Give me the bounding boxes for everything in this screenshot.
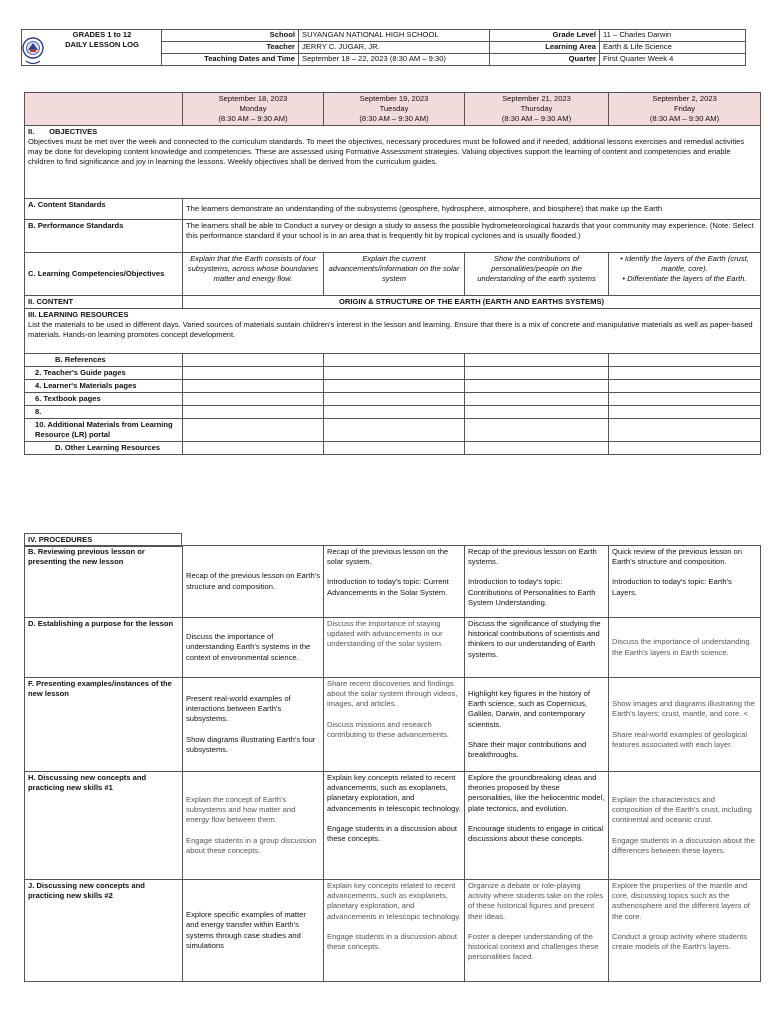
competency-cell: Show the contributions of personalities/people on the understanding of the earth systems bbox=[465, 253, 609, 296]
procedure-cell: Show images and diagrams illustrating the Earth's layers: crust, mantle, and core. < Share real-world examples of geological features associated with each layer. bbox=[609, 678, 761, 772]
procedure-cell: Discuss the importance of staying updated with advancements in our understanding of the solar system. bbox=[324, 618, 465, 678]
resource-cell bbox=[465, 380, 609, 393]
log-title: DAILY LESSON LOG bbox=[65, 40, 139, 49]
procedure-cell: Present real-world examples of interactions between Earth's subsystems. Show diagrams illustrating Earth's four subsystems. bbox=[183, 678, 324, 772]
resource-cell bbox=[183, 419, 324, 442]
resource-cell bbox=[324, 406, 465, 419]
competency-cell: Explain the current advancements/information on the solar system bbox=[324, 253, 465, 296]
day-header: September 2, 2023 Friday (8:30 AM – 9:30 AM) bbox=[609, 93, 761, 126]
header-title-cell bbox=[22, 30, 162, 66]
resources-heading: III. LEARNING RESOURCES bbox=[28, 310, 129, 319]
resource-label: 10. Additional Materials from Learning Resource (LR) portal bbox=[25, 419, 183, 442]
resource-label: 4. Learner's Materials pages bbox=[25, 380, 183, 393]
resource-cell bbox=[324, 419, 465, 442]
resource-row bbox=[25, 367, 761, 380]
resource-cell bbox=[324, 367, 465, 380]
procedure-cell: Explore the groundbreaking ideas and theories proposed by these personalities, like the heliocentric model, plate tectonics, and evolution. Encourage students to engage in critical discussions about these concepts. bbox=[465, 772, 609, 880]
procedure-cell: Explain the characteristics and composition of the Earth's crust, including continental and oceanic crust. Engage students in a discussion about the differences between these layers. bbox=[609, 772, 761, 880]
dates-label: Teaching Dates and Time bbox=[162, 54, 299, 66]
procedure-cell: Explain key concepts related to recent advancements, such as exoplanets, planetary exploration, and advancements in telescopic technology. Engage students in a discussion about these concepts. bbox=[324, 880, 465, 982]
resource-cell bbox=[465, 367, 609, 380]
quarter-value: First Quarter Week 4 bbox=[600, 54, 746, 66]
content-standards-row bbox=[25, 199, 761, 220]
procedure-cell: Recap of the previous lesson on the solar system. Introduction to today's topic: Current Advancements in the Solar System. bbox=[324, 546, 465, 618]
resource-label: 6. Textbook pages bbox=[25, 393, 183, 406]
resource-label: 8. bbox=[25, 406, 183, 419]
competency-cell: Explain that the Earth consists of four subsystems, across whose boundaries matter and energy flow. bbox=[183, 253, 324, 296]
procedure-label: F. Presenting examples/instances of the new lesson bbox=[25, 678, 183, 772]
procedure-cell: Quick review of the previous lesson on Earth's structure and composition. Introduction to today's topic: Earth's Layers. bbox=[609, 546, 761, 618]
day-header: September 21, 2023 Thursday (8:30 AM – 9:30 AM) bbox=[465, 93, 609, 126]
procedure-row bbox=[25, 546, 761, 618]
grade-level-label: Grade Level bbox=[490, 30, 600, 42]
resource-cell bbox=[183, 354, 324, 367]
procedure-row bbox=[25, 772, 761, 880]
procedure-cell: Organize a debate or role-playing activity where students take on the roles of these historical figures and present their ideas. Foster a deeper understanding of the historical context and challenges these personalities faced. bbox=[465, 880, 609, 982]
procedure-cell: Highlight key figures in the history of Earth science, such as Copernicus, Galileo, Darwin, and contemporary scientists. Share their major contributions and breakthroughs. bbox=[465, 678, 609, 772]
procedure-label: B. Reviewing previous lesson or presenting the new lesson bbox=[25, 546, 183, 618]
objectives-text: Objectives must be met over the week and connected to the curriculum standards. To meet the objectives, necessary procedures must be followed and if needed, additional lessons exercises and remedial activities may be done for developing content knowledge and competencies. These are assessed using Formative Assessment strategies. Valuing objectives support the learning of content and competencies and enable children to find significance and joy in learning the lessons. Weekly objectives shall be derived from the curriculum guides. bbox=[28, 137, 745, 166]
resource-row bbox=[25, 380, 761, 393]
teacher-label: Teacher bbox=[162, 42, 299, 54]
grade-title: GRADES 1 to 12 bbox=[72, 30, 132, 39]
performance-standards-row bbox=[25, 220, 761, 253]
lesson-table bbox=[24, 92, 761, 455]
resource-label: B. References bbox=[25, 354, 183, 367]
procedure-row bbox=[25, 618, 761, 678]
resource-label: 2. Teacher's Guide pages bbox=[25, 367, 183, 380]
performance-standards-text: The learners shall be able to Conduct a survey or design a study to assess the possible hydrometeorological hazards that your community may experience. (Note: Select this performance standard if your school is in an area that is frequently hit by tropical cyclones and is usually flooded.) bbox=[183, 220, 761, 253]
content-text: ORIGIN & STRUCTURE OF THE EARTH (EARTH AND EARTHS SYSTEMS) bbox=[183, 296, 761, 309]
procedures-heading: IV. PROCEDURES bbox=[25, 534, 182, 547]
procedure-label: J. Discussing new concepts and practicing new skills #2 bbox=[25, 880, 183, 982]
procedure-cell: Discuss the significance of studying the historical contributions of scientists and thinkers to our understanding of Earth systems. bbox=[465, 618, 609, 678]
resources-text: List the materials to be used in different days. Varied sources of materials sustain children's interest in the lesson and learning. Ensure that there is a mix of concrete and manipulative materials as well as paper-based materials. Hands-on learning promotes concept development. bbox=[28, 320, 753, 339]
day-header: September 18, 2023 Monday (8:30 AM – 9:30 AM) bbox=[183, 93, 324, 126]
resource-cell bbox=[609, 406, 761, 419]
resource-cell bbox=[183, 367, 324, 380]
procedure-cell: Recap of the previous lesson on Earth systems. Introduction to today's topic: Contributions of Personalities to Earth System Understanding. bbox=[465, 546, 609, 618]
resource-row bbox=[25, 419, 761, 442]
resource-cell bbox=[324, 393, 465, 406]
procedures-table bbox=[24, 545, 761, 982]
resource-cell bbox=[465, 419, 609, 442]
objectives-heading: II. OBJECTIVES bbox=[28, 127, 98, 136]
days-header-row bbox=[25, 93, 761, 126]
resource-cell bbox=[324, 442, 465, 455]
procedure-row bbox=[25, 880, 761, 982]
day-header: September 19, 2023 Tuesday (8:30 AM – 9:30 AM) bbox=[324, 93, 465, 126]
competencies-row bbox=[25, 253, 761, 296]
resource-row bbox=[25, 354, 761, 367]
competencies-label: C. Learning Competencies/Objectives bbox=[25, 253, 183, 296]
content-standards-label: A. Content Standards bbox=[25, 199, 183, 220]
resource-cell bbox=[609, 380, 761, 393]
teacher-value: JERRY C. JUGAR, JR. bbox=[299, 42, 490, 54]
dates-value: September 18 – 22, 2023 (8:30 AM – 9:30) bbox=[299, 54, 490, 66]
learning-area-label: Learning Area bbox=[490, 42, 600, 54]
competency-cell: • Identify the layers of the Earth (crust, mantle, core). • Differentiate the layers of the Earth. bbox=[609, 253, 761, 296]
resource-label: D. Other Learning Resources bbox=[25, 442, 183, 455]
resource-cell bbox=[609, 354, 761, 367]
resource-cell bbox=[324, 380, 465, 393]
school-value: SUYANGAN NATIONAL HIGH SCHOOL bbox=[299, 30, 490, 42]
resource-cell bbox=[183, 393, 324, 406]
procedure-cell: Recap of the previous lesson on Earth's structure and composition. bbox=[183, 546, 324, 618]
procedure-cell: Explore the properties of the mantle and core, discussing topics such as the asthenosphere and the different layers of the core. Conduct a group activity where students create models of the Earth's layers. bbox=[609, 880, 761, 982]
resources-row bbox=[25, 309, 761, 354]
content-row bbox=[25, 296, 761, 309]
resource-cell bbox=[465, 406, 609, 419]
procedure-cell: Discuss the importance of understanding Earth's systems in the context of environmental science. bbox=[183, 618, 324, 678]
resource-cell bbox=[609, 393, 761, 406]
resource-row bbox=[25, 393, 761, 406]
procedure-row bbox=[25, 678, 761, 772]
resource-cell bbox=[465, 393, 609, 406]
procedure-cell: Share recent discoveries and findings about the solar system through videos, images, and articles. Discuss missions and research contributing to these advancements. bbox=[324, 678, 465, 772]
resource-row bbox=[25, 442, 761, 455]
content-label: II. CONTENT bbox=[25, 296, 183, 309]
resource-cell bbox=[183, 380, 324, 393]
header-table bbox=[21, 29, 746, 66]
resource-cell bbox=[465, 354, 609, 367]
procedure-cell: Explore specific examples of matter and energy transfer within Earth's systems through case studies and simulations bbox=[183, 880, 324, 982]
procedure-label: H. Discussing new concepts and practicing new skills #1 bbox=[25, 772, 183, 880]
performance-standards-label: B. Performance Standards bbox=[25, 220, 183, 253]
resource-cell bbox=[609, 419, 761, 442]
resource-cell bbox=[465, 442, 609, 455]
procedure-cell: Explain the concept of Earth's subsystems and how matter and energy flow between them. Engage students in a group discussion about these concepts. bbox=[183, 772, 324, 880]
procedure-label: D. Establishing a purpose for the lesson bbox=[25, 618, 183, 678]
content-standards-text: The learners demonstrate an understanding of the subsystems (geosphere, hydrosphere, atmosphere, and biosphere) that make up the Earth bbox=[183, 199, 761, 220]
resource-row bbox=[25, 406, 761, 419]
resource-cell bbox=[609, 367, 761, 380]
learning-area-value: Earth & Life Science bbox=[600, 42, 746, 54]
resource-cell bbox=[183, 406, 324, 419]
quarter-label: Quarter bbox=[490, 54, 600, 66]
resource-cell bbox=[183, 442, 324, 455]
resource-cell bbox=[324, 354, 465, 367]
objectives-row bbox=[25, 126, 761, 199]
grade-level-value: 11 – Charles Darwin bbox=[600, 30, 746, 42]
days-header-blank bbox=[25, 93, 183, 126]
resource-cell bbox=[609, 442, 761, 455]
procedure-cell: Explain key concepts related to recent advancements, such as exoplanets, planetary exploration, and advancements in telescopic technology. Engage students in a discussion about these concepts. bbox=[324, 772, 465, 880]
school-label: School bbox=[162, 30, 299, 42]
procedure-cell: Discuss the importance of understanding the Earth's layers in Earth science. bbox=[609, 618, 761, 678]
